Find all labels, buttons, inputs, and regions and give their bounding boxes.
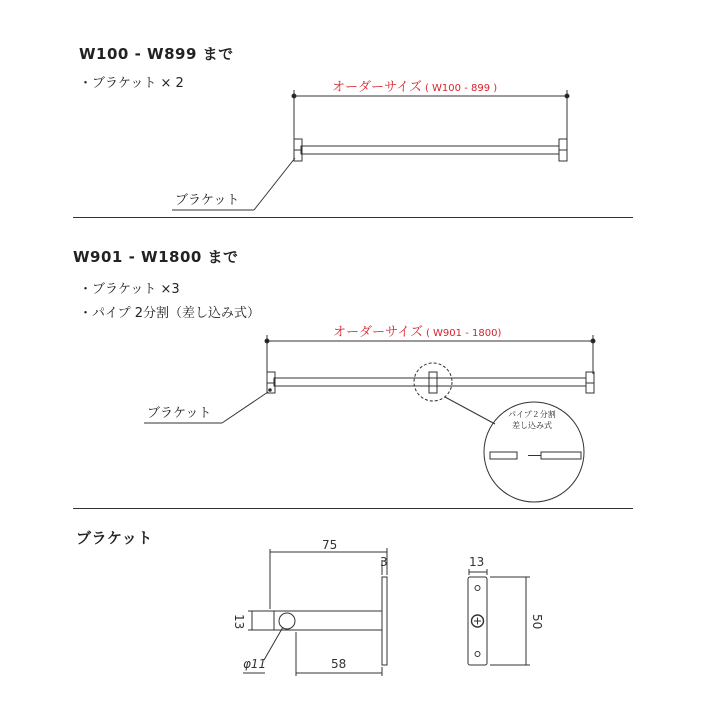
dim-plate-height: 50 [530, 614, 544, 630]
section1-heading: W100 - W899 まで [79, 45, 234, 63]
section1-item-bracket: ・ブラケット × 2 [79, 76, 184, 91]
rail-assembly-1 [294, 139, 567, 161]
dim-height: 13 [232, 614, 246, 630]
order-size-label-1: オーダーサイズ ( W100 - 899 ) [332, 80, 498, 95]
bracket-front-view [468, 569, 530, 665]
section2-heading: W901 - W1800 まで [73, 248, 239, 266]
bracket-callout-label-1: ブラケット [175, 193, 240, 208]
dim-plate-width: 13 [469, 555, 485, 569]
joint-highlight-circle [414, 363, 495, 424]
dim-diameter: φ11 [243, 657, 267, 671]
dim-plate-thickness: 3 [380, 555, 388, 569]
section2-item-pipe: ・パイプ 2分割（差し込み式） [79, 306, 261, 321]
dim-arm: 58 [331, 657, 347, 671]
order-size-label-2: オーダーサイズ ( W901 - 1800) [333, 325, 502, 340]
section3-heading: ブラケット [76, 529, 153, 547]
order-size-dimension-1 [292, 90, 569, 140]
order-size-dimension-2 [265, 335, 595, 374]
detail-label-insert: 差し込み式 [512, 421, 552, 430]
dim-length: 75 [322, 538, 338, 552]
section2-item-bracket: ・ブラケット ×3 [79, 282, 180, 297]
detail-label-split: パイプ２分割 [508, 410, 556, 419]
rail-assembly-2 [267, 372, 594, 393]
bracket-callout-label-2: ブラケット [147, 406, 212, 421]
